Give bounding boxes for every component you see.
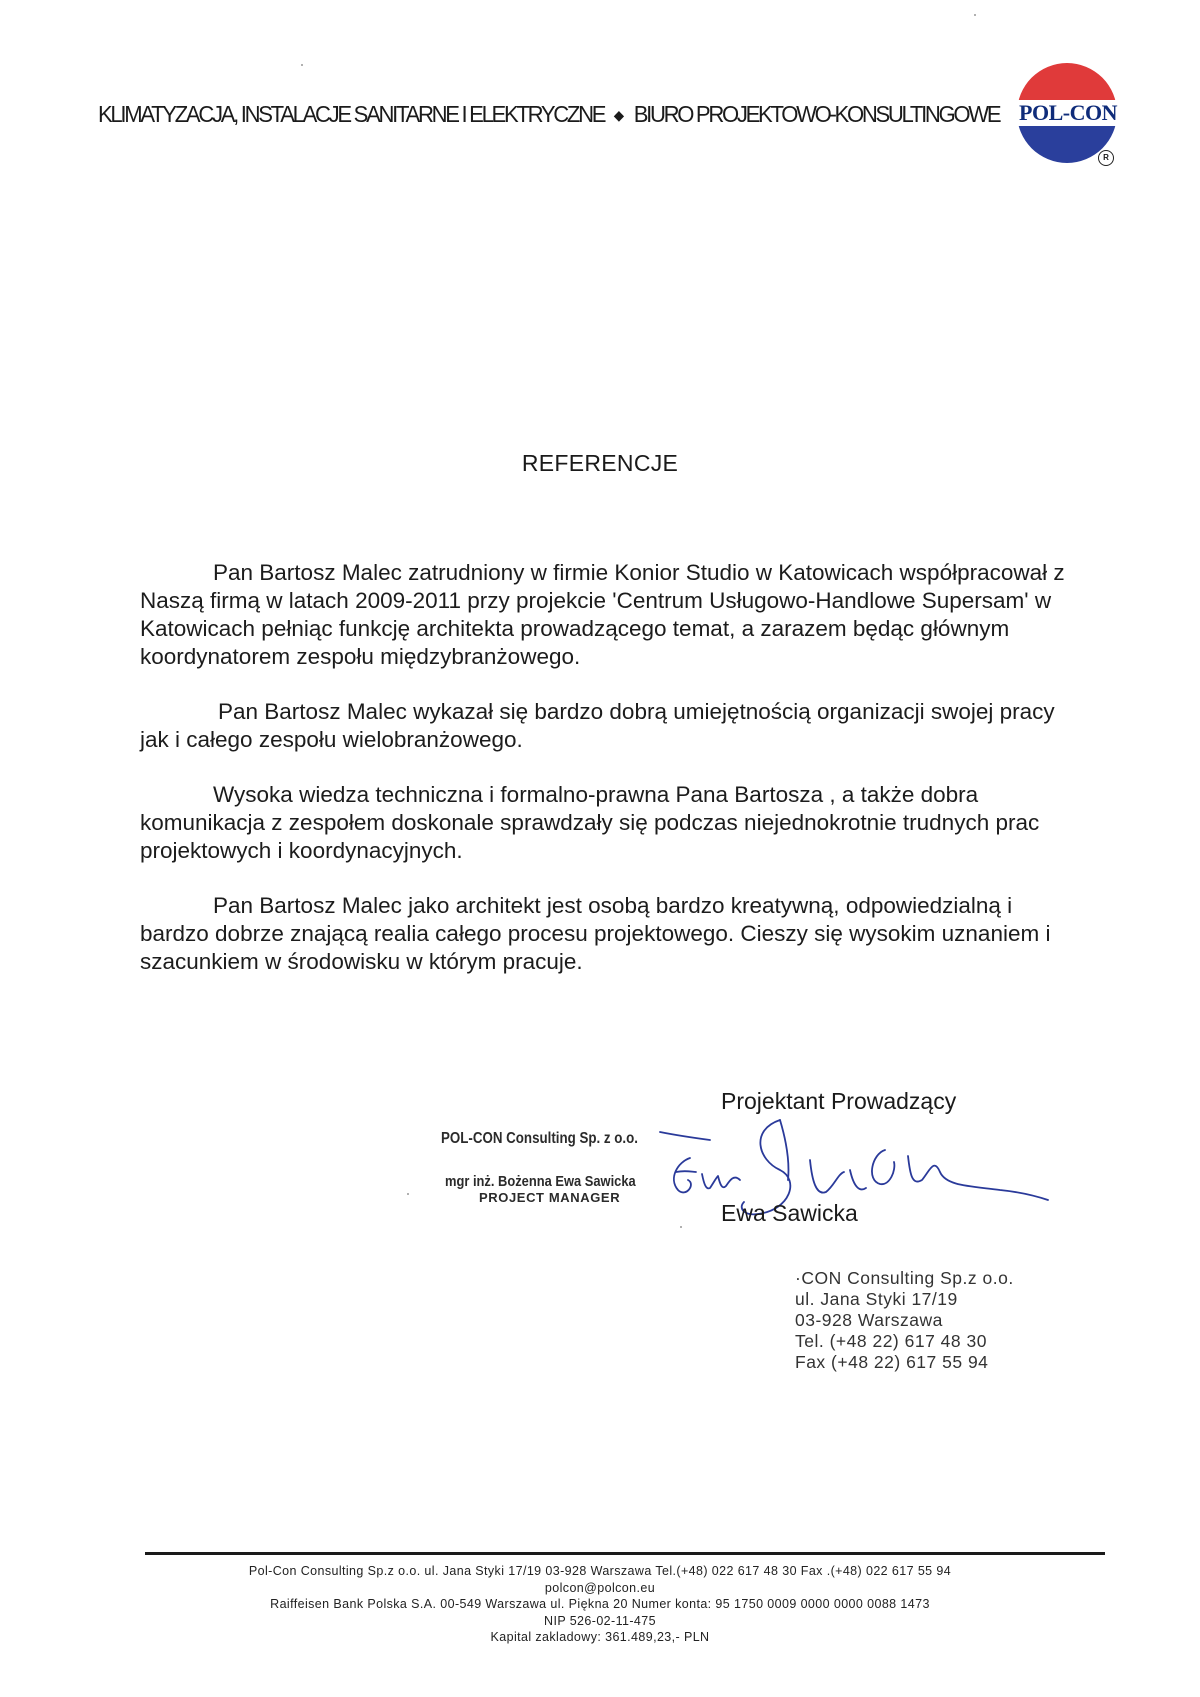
footer-line: Pol-Con Consulting Sp.z o.o. ul. Jana Styki 17/19 03-928 Warszawa Tel.(+48) 022 617 48 30 Fax .(+48) 022 617 55 94 bbox=[248, 1564, 952, 1578]
scan-speck bbox=[974, 14, 976, 16]
address-line: Tel. (+48 22) 617 48 30 bbox=[795, 1331, 987, 1351]
scan-speck bbox=[301, 64, 303, 66]
address-line: 03-928 Warszawa bbox=[795, 1310, 943, 1330]
scan-speck bbox=[680, 1226, 682, 1228]
address-stamp bbox=[795, 1268, 1014, 1373]
scan-speck bbox=[407, 1193, 409, 1195]
company-stamp bbox=[441, 1130, 681, 1205]
registered-mark-icon: R bbox=[1098, 150, 1114, 166]
footer-line: NIP 526-02-11-475 bbox=[544, 1613, 656, 1628]
stamp-role: PROJECT MANAGER bbox=[479, 1190, 621, 1205]
footer-divider bbox=[145, 1552, 1105, 1555]
footer-line: polcon@polcon.eu bbox=[544, 1580, 656, 1595]
signatory-name: Ewa Sawicka bbox=[721, 1200, 858, 1226]
signatory-role: Projektant Prowadzący bbox=[721, 1088, 957, 1114]
logo-wordmark: POL-CON bbox=[1013, 100, 1123, 126]
letter-body bbox=[140, 559, 1070, 1003]
tagline-right: BIURO PROJEKTOWO-KONSULTINGOWE bbox=[633, 101, 1000, 127]
document-title: REFERENCJE bbox=[521, 450, 679, 476]
tagline-left: KLIMATYZACJA, INSTALACJE SANITARNE I ELEKTRYCZNE bbox=[98, 101, 605, 127]
stamp-person: mgr inż. Bożenna Ewa Sawicka bbox=[445, 1173, 636, 1190]
paragraph-1: Pan Bartosz Malec zatrudniony w firmie Konior Studio w Katowicach współpracował z Naszą firmą w latach 2009-2011 przy projekcie 'Centrum Usługowo-Handlowe Supersam' w Katowicach pełniąc funkcję architekta prowadzącego temat, a zarazem będąc głównym koordynatorem zespołu międzybranżowego. bbox=[140, 560, 1065, 669]
paragraph-4: Pan Bartosz Malec jako architekt jest osobą bardzo kreatywną, odpowiedzialną i bardzo dobrze znającą realia całego procesu projektowego. Cieszy się wysokim uznaniem i szacunkiem w środowisku w którym pracuje. bbox=[140, 893, 1051, 974]
footer-line: Raiffeisen Bank Polska S.A. 00-549 Warszawa ul. Piękna 20 Numer konta: 95 1750 0009 0000 0000 0088 1473 bbox=[270, 1597, 930, 1611]
paragraph-3: Wysoka wiedza techniczna i formalno-prawna Pana Bartosza , a także dobra komunikacja z zespołem doskonale sprawdzały się podczas niejednokrotnie trudnych prac projektowych i koordynacyjnych. bbox=[140, 782, 1040, 863]
address-line: Fax (+48 22) 617 55 94 bbox=[795, 1352, 989, 1372]
address-line: ul. Jana Styki 17/19 bbox=[795, 1289, 958, 1309]
letter-footer bbox=[0, 1563, 1200, 1646]
address-line: ·CON Consulting Sp.z o.o. bbox=[795, 1268, 1014, 1288]
company-tagline bbox=[98, 101, 1000, 128]
diamond-separator-icon: ◆ bbox=[613, 107, 625, 123]
stamp-company: POL-CON Consulting Sp. z o.o. bbox=[441, 1130, 638, 1147]
paragraph-2: Pan Bartosz Malec wykazał się bardzo dobrą umiejętnością organizacji swojej pracy jak i całego zespołu wielobranżowego. bbox=[140, 699, 1055, 752]
footer-line: Kapital zakladowy: 361.489,23,- PLN bbox=[490, 1630, 710, 1644]
